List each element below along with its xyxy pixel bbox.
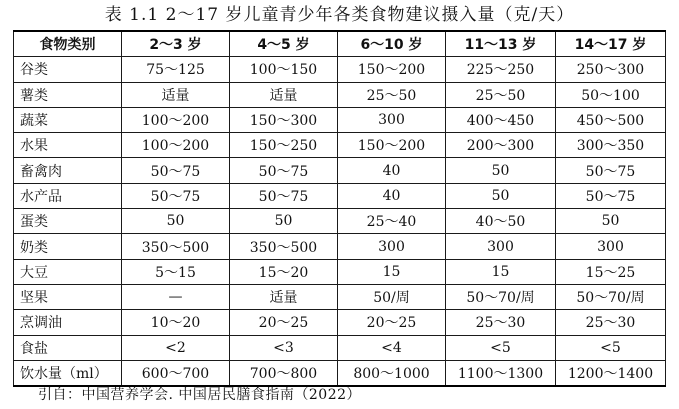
table-cell: 300: [338, 107, 446, 132]
table-cell: 适量: [230, 284, 338, 309]
table-cell: 50～75: [230, 158, 338, 183]
row-category-cell: 蛋类: [14, 209, 122, 234]
header-cell-age-11-13: 11～13 岁: [446, 31, 556, 57]
table-cell: 250～300: [556, 57, 666, 82]
table-cell: 225～250: [446, 57, 556, 82]
row-category-cell: 蔬菜: [14, 107, 122, 132]
table-row: [14, 234, 666, 259]
table-row: [14, 57, 666, 82]
table-cell: —: [122, 284, 230, 309]
table-cell: 600～700: [122, 360, 230, 386]
row-category-cell: 畜禽肉: [14, 158, 122, 183]
table-cell: <4: [338, 335, 446, 360]
table-cell: 200～300: [446, 133, 556, 158]
table-row: [14, 183, 666, 208]
table-cell: 40～50: [446, 209, 556, 234]
header-row: [14, 31, 666, 57]
table-cell: 150～250: [230, 133, 338, 158]
row-category-cell: 饮水量（ml）: [14, 360, 122, 386]
table-cell: 15～25: [556, 259, 666, 284]
table-row: [14, 158, 666, 183]
table-cell: 25～30: [556, 310, 666, 335]
food-intake-table: [13, 30, 666, 387]
header-cell-age-6-10: 6～10 岁: [338, 31, 446, 57]
header-cell-age-14-17: 14～17 岁: [556, 31, 666, 57]
table-cell: <3: [230, 335, 338, 360]
table-cell: <2: [122, 335, 230, 360]
table-cell: 50～70/周: [556, 284, 666, 309]
table-cell: 50～75: [556, 158, 666, 183]
table-cell: 350～500: [122, 234, 230, 259]
table-cell: 20～25: [230, 310, 338, 335]
table-body: [14, 57, 666, 386]
table-cell: 150～200: [338, 133, 446, 158]
table-cell: 50: [446, 158, 556, 183]
row-category-cell: 水产品: [14, 183, 122, 208]
row-category-cell: 烹调油: [14, 310, 122, 335]
table-cell: <5: [446, 335, 556, 360]
table-cell: 适量: [122, 82, 230, 107]
table-row: [14, 259, 666, 284]
table-cell: 5～15: [122, 259, 230, 284]
table-cell: 700～800: [230, 360, 338, 386]
table-row: [14, 284, 666, 309]
table-cell: 50～70/周: [446, 284, 556, 309]
table-cell: 400～450: [446, 107, 556, 132]
table-cell: 10～20: [122, 310, 230, 335]
table-cell: 350～500: [230, 234, 338, 259]
table-cell: 300: [446, 234, 556, 259]
table-cell: 100～150: [230, 57, 338, 82]
table-cell: 15: [446, 259, 556, 284]
row-category-cell: 坚果: [14, 284, 122, 309]
table-title: 表 1.1 2～17 岁儿童青少年各类食物建议摄入量（克/天）: [104, 5, 575, 25]
table-cell: 50/周: [338, 284, 446, 309]
row-category-cell: 奶类: [14, 234, 122, 259]
table-cell: 300: [338, 234, 446, 259]
table-cell: 25～30: [446, 310, 556, 335]
table-row: [14, 310, 666, 335]
header-cell-category: 食物类别: [14, 31, 122, 57]
table-row: [14, 107, 666, 132]
table-cell: 75～125: [122, 57, 230, 82]
table-cell: 50: [446, 183, 556, 208]
row-category-cell: 谷类: [14, 57, 122, 82]
table-cell: 450～500: [556, 107, 666, 132]
header-cell-age-4-5: 4～5 岁: [230, 31, 338, 57]
table-row: [14, 335, 666, 360]
table-cell: 50～75: [122, 183, 230, 208]
table-cell: 20～25: [338, 310, 446, 335]
table-cell: 100～200: [122, 133, 230, 158]
table-cell: 适量: [230, 82, 338, 107]
source-citation: 引自：中国营养学会. 中国居民膳食指南（2022）: [38, 387, 362, 403]
table-cell: 50: [122, 209, 230, 234]
table-cell: 40: [338, 183, 446, 208]
table-cell: 100～200: [122, 107, 230, 132]
table-cell: 300～350: [556, 133, 666, 158]
table-cell: 50～75: [122, 158, 230, 183]
table-cell: 50～75: [230, 183, 338, 208]
table-cell: 50～75: [556, 183, 666, 208]
table-cell: <5: [556, 335, 666, 360]
table-cell: 1100～1300: [446, 360, 556, 386]
row-category-cell: 薯类: [14, 82, 122, 107]
table-cell: 300: [556, 234, 666, 259]
table-cell: 25～40: [338, 209, 446, 234]
row-category-cell: 食盐: [14, 335, 122, 360]
table-cell: 15～20: [230, 259, 338, 284]
table-cell: 50: [556, 209, 666, 234]
table-cell: 1200～1400: [556, 360, 666, 386]
table-cell: 50: [230, 209, 338, 234]
row-category-cell: 水果: [14, 133, 122, 158]
header-cell-age-2-3: 2～3 岁: [122, 31, 230, 57]
table-row: [14, 133, 666, 158]
table-cell: 40: [338, 158, 446, 183]
table-cell: 25～50: [338, 82, 446, 107]
table-row: [14, 209, 666, 234]
row-category-cell: 大豆: [14, 259, 122, 284]
table-cell: 15: [338, 259, 446, 284]
table-row: [14, 82, 666, 107]
table-cell: 150～300: [230, 107, 338, 132]
table-cell: 150～200: [338, 57, 446, 82]
table-cell: 800～1000: [338, 360, 446, 386]
table-cell: 50～100: [556, 82, 666, 107]
table-cell: 25～50: [446, 82, 556, 107]
